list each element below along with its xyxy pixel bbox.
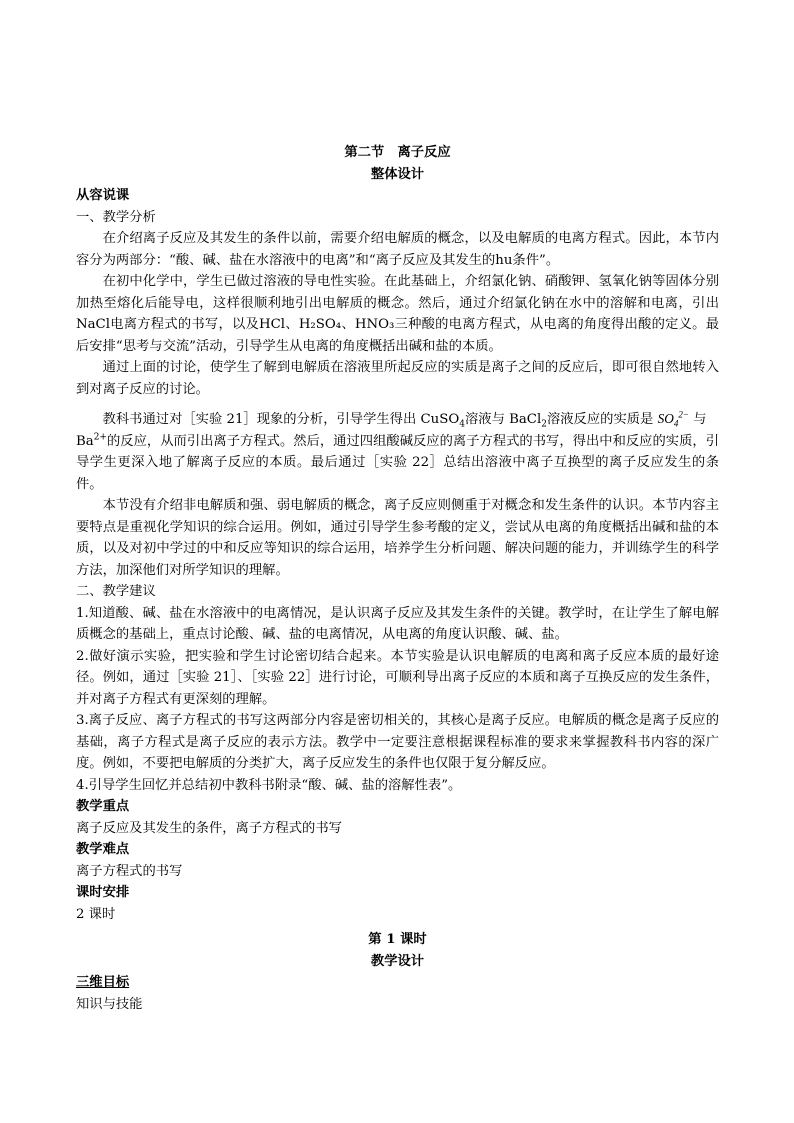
section-title: 第二节 离子反应 <box>344 145 451 160</box>
p4-part-c: 溶液反应的实质是 <box>546 412 654 427</box>
suggestion-3: 3.离子反应、离子方程式的书写这两部分内容是密切相关的，其核心是离子反应。电解质的概念是离子反应的基础，离子方程式是离子反应的表示方法。教学中一定要注意根据课程标准的要求来掌握教科书内容的深广度。例如，不要把电解质的分类扩大，离子反应发生的条件也仅限于复分解反应。 <box>76 713 719 771</box>
paragraph-2: 在初中化学中，学生已做过溶液的导电性实验。在此基础上，介绍氯化钠、硝酸钾、氢氧化钠等固体分别加热至熔化后能导电，这样很顺利地引出电解质的概念。然后，通过介绍氯化钠在水中的溶解和电离，引出NaCl电离方程式的书写，以及HCl、H₂SO₄、HNO₃三种酸的电离方程式，从电离的角度得出酸的定义。最后安排“思考与交流”活动，引导学生从电离的角度概括出碱和盐的本质。 <box>76 274 719 354</box>
paragraph-5: 本节没有介绍非电解质和强、弱电解质的概念，离子反应则侧重于对概念和发生条件的认识。本节内容主要特点是重视化学知识的综合运用。例如，通过引导学生参考酸的定义，尝试从电离的角度概括出碱和盐的本质，以及对初中学过的中和反应等知识的综合运用，培养学生分析问题、解决问题的能力，并训练学生的科学方法，加深他们对所学知识的理解。 <box>76 498 719 578</box>
so4-sup: 2− <box>678 409 689 420</box>
paragraph-4 <box>76 408 719 431</box>
heading-objectives: 三维目标 <box>76 975 130 990</box>
section-subtitle: 整体设计 <box>370 166 425 182</box>
ba-sup: 2+ <box>93 432 107 443</box>
p4-part-e: Ba <box>76 433 94 449</box>
paragraph-3: 通过上面的讨论，使学生了解到电解质在溶液里所起反应的实质是离子之间的反应后，即可很自然地转入到对离子反应的讨论。 <box>76 360 719 397</box>
p4-part-f: 的反应，从而引出离子方程式。然后，通过四组酸碱反应的离子方程式的书写，得出中和反应的实质，引导学生更深入地了解离子反应的本质。最后通过［实验 22］总结出溶液中离子互换型的离子反应发生的条件。 <box>76 433 719 492</box>
heading-teaching-suggestions: 二、教学建议 <box>76 584 156 599</box>
suggestion-4: 4.引导学生回忆并总结初中教科书附录“酸、碱、盐的溶解性表”。 <box>76 777 462 793</box>
sulfate-ion <box>657 409 689 429</box>
lesson-subtitle: 教学设计 <box>370 953 425 969</box>
document-page <box>76 142 719 1015</box>
so4-base: SO <box>657 411 674 426</box>
suggestion-2: 2.做好演示实验，把实验和学生讨论密切结合起来。本节实验是认识电解质的电离和离子反应本质的最好途径。例如，通过［实验 21］、［实验 22］进行讨论，可顺利导出离子反应的本质和离子互换反应的发生条件，并对离子方程式有更深刻的理解。 <box>76 648 719 707</box>
objectives-knowledge: 知识与技能 <box>76 996 143 1012</box>
sub-4: 4 <box>459 419 465 430</box>
heading-key-points: 教学重点 <box>76 799 130 814</box>
paragraph-1: 在介绍离子反应及其发生的条件以前，需要介绍电解质的概念，以及电解质的电离方程式。因此，本节内容分为两部分：“酸、碱、盐在水溶液中的电离”和“离子反应及其发生的hu条件”。 <box>76 231 719 268</box>
schedule: 2 课时 <box>76 906 116 922</box>
suggestion-1: 1.知道酸、碱、盐在水溶液中的电离情况，是认识离子反应及其发生条件的关键。教学时，在让学生了解电解质概念的基础上，重点讨论酸、碱、盐的电离情况，从电离的角度认识酸、碱、盐。 <box>76 605 719 642</box>
lesson-title: 第 1 课时 <box>368 932 427 947</box>
p4-part-a: 教科书通过对［实验 21］现象的分析，引导学生得出 CuSO <box>102 412 460 427</box>
heading-difficulties: 教学难点 <box>76 842 130 857</box>
sub-2: 2 <box>541 419 547 430</box>
p4-part-b: 溶液与 BaCl <box>464 412 542 427</box>
so4-sub: 4 <box>673 418 679 429</box>
p4-part-d: 与 <box>693 412 707 427</box>
paragraph-4-cont <box>76 431 719 496</box>
heading-schedule: 课时安排 <box>76 885 130 900</box>
heading-teaching-analysis: 一、教学分析 <box>76 209 156 225</box>
heading-congrong: 从容说课 <box>76 188 130 203</box>
key-points: 离子反应及其发生的条件，离子方程式的书写 <box>76 820 342 836</box>
difficulties: 离子方程式的书写 <box>76 863 183 879</box>
